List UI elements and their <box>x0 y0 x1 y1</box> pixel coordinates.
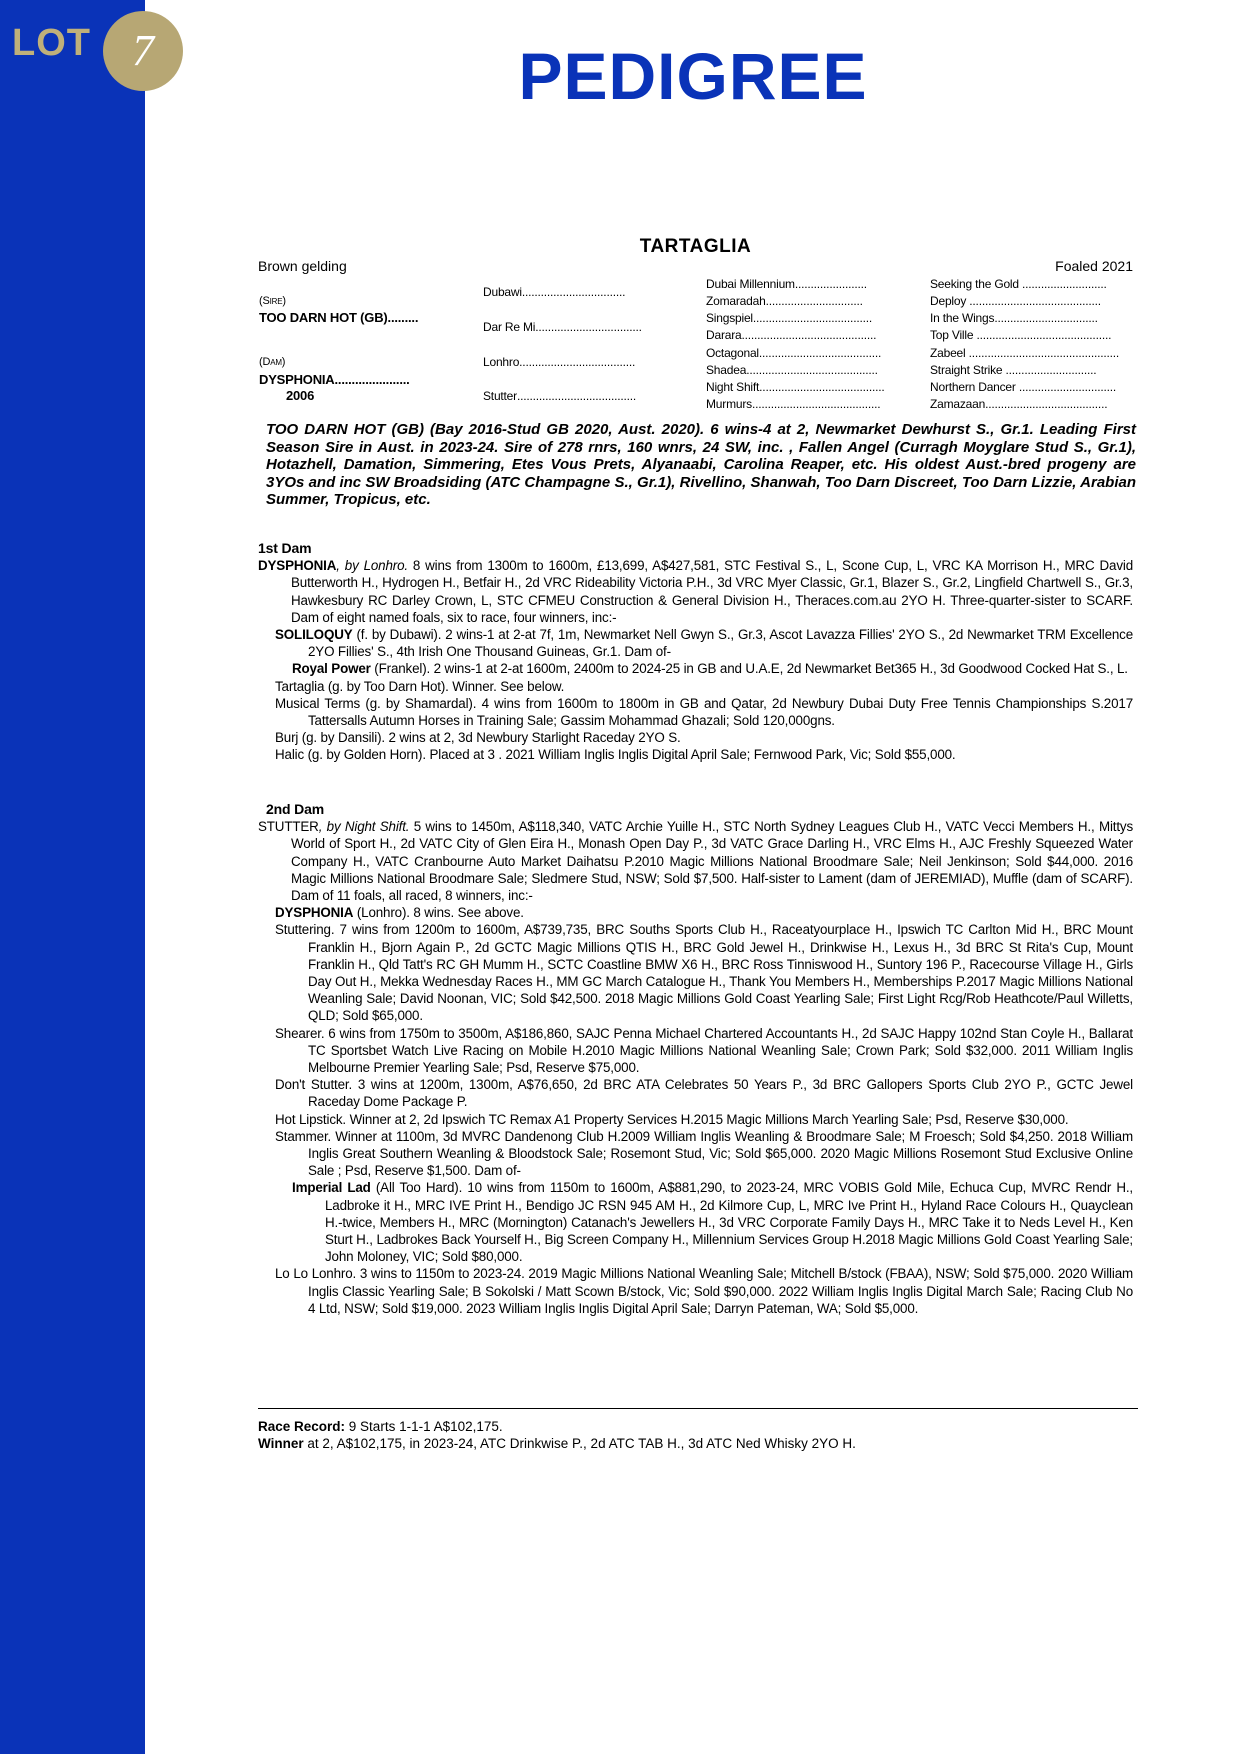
progeny-entry: Lo Lo Lonhro. 3 wins to 1150m to 2023-24. 2019 Magic Millions National Weanling Sale; Mitchell B/stock (FBAA), NSW; Sold $75,000. 2020 William Inglis Classic Yearling Sale; B Sokolski / Matt Scown B/stock, Vic; Sold $90,000. 2022 William Inglis Inglis Digital March Sale; Racing Club No 4 Ltd, NSW; Sold $19,000. 2023 William Inglis Inglis Digital April Sale; Darryn Pateman, WA; Sold $5,000. <box>275 1266 1133 1316</box>
page-title: PEDIGREE <box>518 39 868 113</box>
progeny-entry: Stuttering. 7 wins from 1200m to 1600m, A$739,735, BRC Souths Sports Club H., Raceatyourplace H., Ipswich TC Carlton Mid H., BRC Mount Franklin H., Bjorn Again P., 2d GCTC Magic Millions QTIS H., BRC Gold Jewel H., Drinkwise H., Lexus H., 3d BRC St Rita's Cup, Mount Franklin H., Qld Tatt's RC GH Mumm H., SCTC Coastline BMW X6 H., BRC Ross Tinniswood H., Suntory 196 P., Racecourse Village H., Girls Day Out H., Mekka Wednesday Races H., MM GC March Catalogue H., Thank You Members H., Memberships P.2017 Magic Millions National Weanling Sale; David Noonan, VIC; Sold $42,500. 2018 Magic Millions Gold Coast Yearling Sale; First Light Rcg/Rob Heathcote/Paul Willetts, QLD; Sold $65,000. <box>275 922 1133 1024</box>
great-great-grandparent: Northern Dancer ............................... <box>930 380 1117 394</box>
dam-entry: DYSPHONIA, by Lonhro. 8 wins from 1300m to 1600m, £13,699, A$427,581, STC Festival S., L, Scone Cup, L, VRC KA Morrison H., MRC David Butterworth H., Hydrogen H., Betfair H., 2d VRC Rideability Victoria P.H., 3d VRC Myer Classic, Gr.1, Blazer S., Gr.2, Lingfield Chartwell S., Gr.3, Hawkesbury RC Darley Crown, L, STC CFMEU Construction & General Division H., Theraces.com.au 2YO H. Three-quarter-sister to SCARF. Dam of eight named foals, six to race, four winners, inc:- <box>258 558 1133 625</box>
dam-year: 2006 <box>286 388 315 403</box>
dam-name: DYSPHONIA...................... <box>259 372 410 387</box>
progeny-entry: Burj (g. by Dansili). 2 wins at 2, 3d Newbury Starlight Raceday 2YO S. <box>275 730 681 746</box>
progeny-entry: Halic (g. by Golden Horn). Placed at 3 . 2021 William Inglis Inglis Digital April Sale; Fernwood Park, Vic; Sold $55,000. <box>275 747 956 763</box>
great-great-grandparent: Straight Strike ............................. <box>930 363 1097 377</box>
progeny-entry: Royal Power (Frankel). 2 wins-1 at 2-at 1600m, 2400m to 2024-25 in GB and U.A.E, 2d Newmarket Bet365 H., 3d Goodwood Cocked Hat S., L. <box>292 661 1128 677</box>
dam-entry: STUTTER, by Night Shift. 5 wins to 1450m, A$118,340, VATC Archie Yuille H., STC North Sydney Leagues Club H., VATC Vecci Members H., Mittys World of Sport H., 2d VATC City of Glen Eira H., Monash Open Day P., 3d VATC Grace Darling H., VRC Elms H., AJC Freshly Squeezed Water Company H., VATC Cranbourne Auto Market Daihatsu P.2010 Magic Millions National Broodmare Sale; Neil Jenkinson; Sold $44,000. 2016 Magic Millions National Broodmare Sale; Sledmere Stud, NSW; Sold $7,500. Half-sister to Lament (dam of JEREMIAD), Muffle (dam of SCARF). Dam of 11 foals, all raced, 8 winners, inc:- <box>258 819 1134 904</box>
progeny-entry: Shearer. 6 wins from 1750m to 3500m, A$186,860, SAJC Penna Michael Chartered Accountants H., 2d SAJC Happy 102nd Stan Coyle H., Ballarat TC Sportsbet Watch Live Racing on Mobile H.2010 Magic Millions National Weanling Sale; Crown Park; Sold $32,000. 2011 William Inglis Melbourne Premier Yearling Sale; Psd, Reserve $75,000. <box>275 1025 1133 1076</box>
sire-name: TOO DARN HOT (GB)......... <box>259 310 419 325</box>
progeny-entry: SOLILOQUY (f. by Dubawi). 2 wins-1 at 2-at 7f, 1m, Newmarket Nell Gwyn S., Gr.3, Ascot Lavazza Fillies' 2YO S., 2d Newmarket TRM Excellence 2YO Fillies' S., 4th Irish One Thousand Guineas, Gr.1. Dam of- <box>275 627 1134 660</box>
great-grandparent: Singspiel...................................... <box>706 311 872 325</box>
grandparent: Dubawi................................. <box>483 285 626 299</box>
lot-number-badge: 7 <box>103 11 183 91</box>
great-grandparent: Octagonal....................................... <box>706 346 882 360</box>
second-dam-heading: 2nd Dam <box>266 801 325 817</box>
great-grandparent: Zomaradah............................... <box>706 294 863 308</box>
progeny-entry: Hot Lipstick. Winner at 2, 2d Ipswich TC Remax A1 Property Services H.2015 Magic Millions March Yearling Sale; Psd, Reserve $30,000. <box>275 1111 1069 1127</box>
great-grandparent: Darara........................................... <box>706 328 877 342</box>
race-record: Race Record: 9 Starts 1-1-1 A$102,175. Winner at 2, A$102,175, in 2023-24, ATC Drinkwise P., 2d ATC TAB H., 3d ATC Ned Whisky 2YO H. <box>258 1419 856 1451</box>
progeny-entry: Tartaglia (g. by Too Darn Hot). Winner. See below. <box>275 678 565 694</box>
section-divider <box>258 1408 1138 1409</box>
great-grandparent: Dubai Millennium....................... <box>706 277 867 291</box>
sidebar <box>0 0 145 1754</box>
great-great-grandparent: Deploy .......................................... <box>930 294 1101 308</box>
grandparent: Dar Re Mi.................................. <box>483 320 642 334</box>
second-dam-section <box>258 801 1133 1317</box>
great-grandparent: Shadea.......................................... <box>706 363 878 377</box>
lot-label: LOT <box>12 22 91 64</box>
grandparent: Lonhro..................................... <box>483 355 636 369</box>
great-grandparent: Night Shift........................................ <box>706 380 885 394</box>
progeny-entry: Imperial Lad (All Too Hard). 10 wins from 1150m to 1600m, A$881,290, to 2023-24, MRC VOBIS Gold Mile, Echuca Cup, MVRC Rendr H., Ladbroke it H., MRC IVE Print H., Bendigo JC RSN 945 AM H., 2d Kilmore Cup, L, MRC Ive Print H., Hyland Race Colours H., Quayclean H.-twice, Members H., MRC (Mornington) Catanach's Jewellers H., 3d VRC Corporate Family Days H., MRC Take it to Neds Level H., Ken Sturt H., Ladbrokes Back Yourself H., Big Screen Company H., Millennium Services Group H.2018 Magic Millions Gold Coast Yearling Sale; John Moloney, VIC; Sold $80,000. <box>292 1180 1133 1265</box>
sire-label: (Sire) <box>259 295 286 307</box>
first-dam-heading: 1st Dam <box>258 540 312 556</box>
progeny-entry: Musical Terms (g. by Shamardal). 4 wins from 1600m to 1800m in GB and Qatar, 2d Newbury Dubai Duty Free Tennis Championships S.2017 Tattersalls Autumn Horses in Training Sale; Gassim Mohammad Ghazali; Sold 120,000gns. <box>275 695 1133 729</box>
progeny-entry: Stammer. Winner at 1100m, 3d MVRC Dandenong Club H.2009 William Inglis Weanling & Broodmare Sale; M Froesch; Sold $4,250. 2018 William Inglis Great Southern Weanling & Bloodstock Sale; Rosemont Stud, Vic; Sold $65,000. 2020 Magic Millions Rosemont Stud Exclusive Online Sale ; Psd, Reserve $1,500. Dam of- <box>275 1128 1133 1179</box>
sire-summary: TOO DARN HOT (GB) (Bay 2016-Stud GB 2020, Aust. 2020). 6 wins-4 at 2, Newmarket Dewhurst S., Gr.1. Leading First Season Sire in Aust. in 2023-24. Sire of 278 rnrs, 160 wnrs, 24 SW, inc. , Fallen Angel (Curragh Moyglare Stud S., Gr.1), Hotazhell, Damation, Simmering, Etes Vous Prets, Alyanaabi, Carolina Reaper, etc. His oldest Aust.-bred progeny are 3YOs and inc SW Broadsiding (ATC Champagne S., Gr.1), Rivellino, Shanwah, Too Darn Discreet, Too Darn Lizzie, Arabian Summer, Tropicus, etc. <box>266 421 1136 508</box>
great-great-grandparent: Zamazaan....................................... <box>930 397 1108 411</box>
progeny-entry: Don't Stutter. 3 wins at 1200m, 1300m, A$76,650, 2d BRC ATA Celebrates 50 Years P., 3d BRC Gallopers Sports Club 2YO P., GCTC Jewel Raceday Dome Package P. <box>275 1077 1134 1110</box>
great-great-grandparent: In the Wings................................. <box>930 311 1098 325</box>
great-great-grandparent: Seeking the Gold ........................... <box>930 277 1107 291</box>
horse-name: TARTAGLIA <box>639 236 752 257</box>
horse-description: Brown gelding <box>258 258 347 274</box>
great-great-grandparent: Top Ville ........................................... <box>930 328 1112 342</box>
grandparent: Stutter...................................... <box>483 389 637 403</box>
first-dam-section <box>258 540 1133 764</box>
great-grandparent: Murmurs......................................... <box>706 397 881 411</box>
progeny-entry: DYSPHONIA (Lonhro). 8 wins. See above. <box>275 905 524 921</box>
foaled-year: Foaled 2021 <box>1055 258 1133 274</box>
dam-label: (Dam) <box>259 356 286 368</box>
great-great-grandparent: Zabeel ................................................ <box>930 346 1120 360</box>
